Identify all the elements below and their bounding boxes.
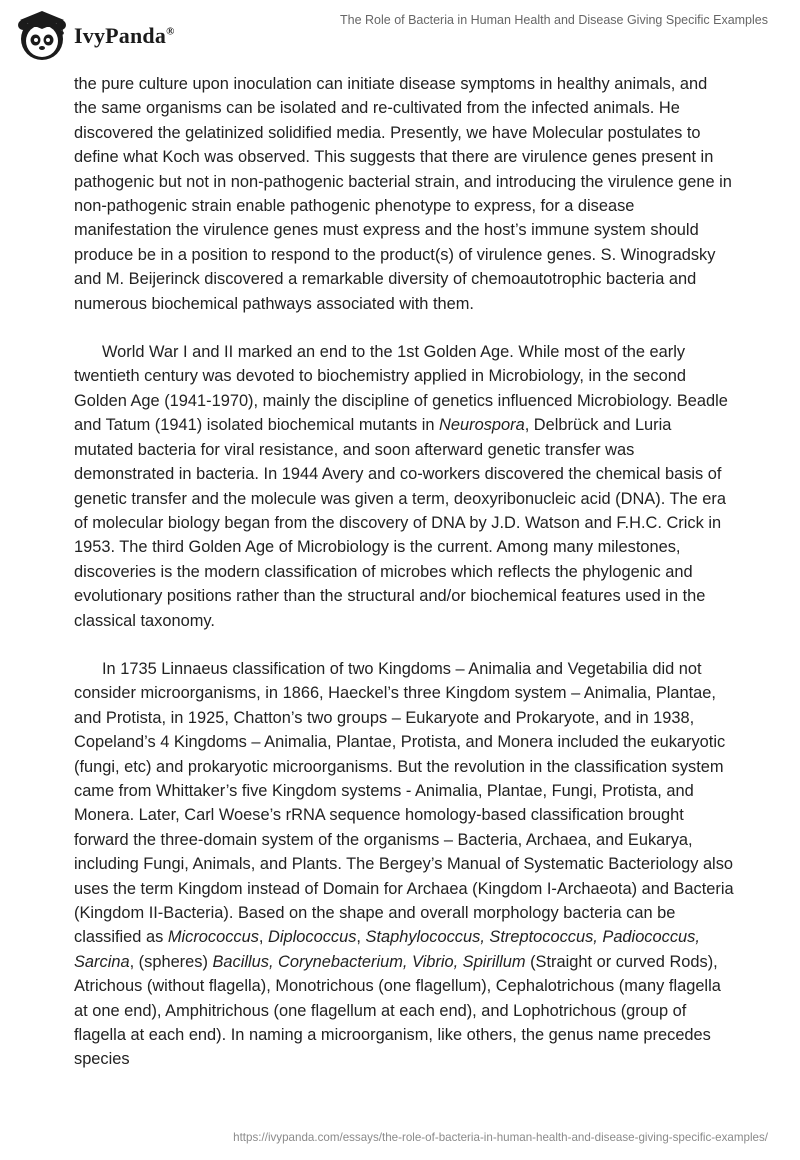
paragraph-3 (74, 657, 734, 1072)
document-title: The Role of Bacteria in Human Health and Disease Giving Specific Examples (340, 13, 768, 27)
italic-term: Micrococcus (167, 928, 259, 947)
italic-term: Staphylococcus, Streptococcus, Padiococcus, Sarcina (74, 928, 700, 971)
text-run: In 1735 Linnaeus classification of two Kingdoms – Animalia and Vegetabilia did not consider microorganisms, in 1866, Haeckel’s three Kingdom system – Animalia, Plantae, and Protista, in 1925, Chatton’s two groups – Eukaryote and Prokaryote, and in 1938, Copeland’s 4 Kingdoms – Animalia, Plantae, Protista, and Monera included the eukaryotic (fungi, etc) and prokaryotic microorganisms. But the revolution in the classification system came from Whittaker’s five Kingdom systems - Animalia, Plantae, Fungi, Protista, and Monera. Later, Carl Woese’s rRNA sequence homology-based classification brought forward the three-domain system of the organisms – Bacteria, Archaea, and Eukarya, including Fungi, Animals, and Plants. The Bergey’s Manual of Systematic Bacteriology also uses the term Kingdom instead of Domain for Archaea (Kingdom I-Archaeota) and Bacteria (Kingdom II-Bacteria). Based on the shape and overall morphology bacteria can be classified as (74, 659, 734, 947)
brand-name: IvyPanda® (74, 23, 175, 48)
italic-term: Diplococcus (268, 928, 357, 947)
text-run: , (spheres) (129, 952, 213, 971)
ivypanda-logo[interactable] (14, 8, 175, 64)
essay-body (74, 72, 734, 1096)
paragraph-1 (74, 72, 734, 316)
panda-graduate-icon (14, 8, 70, 64)
text-run: (Straight or curved Rods), Atrichous (without flagella), Monotrichous (one flagellum), Cephalotrichous (many flagella at one end), Amphitrichous (one flagellum at each end), and Lophotrichous (group of flagella at each end). In naming a microorganism, like others, the genus name precedes species (74, 952, 721, 1069)
text-run: , Delbrück and Luria mutated bacteria for viral resistance, and soon afterward genetic transfer was demonstrated in bacteria. In 1944 Avery and co-workers discovered the chemical basis of genetic transfer and the molecule was given a term, deoxyribonucleic acid (DNA). The era of molecular biology began from the discovery of DNA by J.D. Watson and F.H.C. Crick in 1953. The third Golden Age of Microbiology is the current. Among many milestones, discoveries is the modern classification of microbes which reflects the phylogenic and evolutionary positions rather than the structural and/or biochemical features used in the classical taxonomy. (74, 416, 726, 630)
italic-term: Bacillus, Corynebacterium, Vibrio, Spirillum (212, 952, 526, 971)
italic-term: Neurospora (439, 416, 525, 435)
text-run: , (258, 928, 269, 947)
text-run: , (356, 928, 366, 947)
page-header (0, 0, 800, 70)
text-run: World War I and II marked an end to the 1st Golden Age. While most of the early twentieth century was devoted to biochemistry applied in Microbiology, in the second Golden Age (1941-1970), mainly the discipline of genetics influenced Microbiology. Beadle and Tatum (1941) isolated biochemical mutants in (74, 343, 728, 435)
source-url[interactable]: https://ivypanda.com/essays/the-role-of-bacteria-in-human-health-and-disease-giving-specific-examples/ (233, 1131, 768, 1144)
text-run: the pure culture upon inoculation can initiate disease symptoms in healthy animals, and the same organisms can be isolated and re-cultivated from the infected animals. He discovered the gelatinized solidified media. Presently, we have Molecular postulates to define what Koch was observed. This suggests that there are virulence genes present in pathogenic but not in non-pathogenic bacterial strain, and introducing the virulence gene in non-pathogenic strain enable pathogenic phenotype to express, for a disease manifestation the virulence genes must express and the host’s immune system should produce be in a position to respond to the product(s) of virulence genes. S. Winogradsky and M. Beijerinck discovered a remarkable diversity of chemoautotrophic bacteria and numerous biochemical pathways associated with them. (74, 75, 732, 313)
paragraph-2 (74, 340, 734, 633)
